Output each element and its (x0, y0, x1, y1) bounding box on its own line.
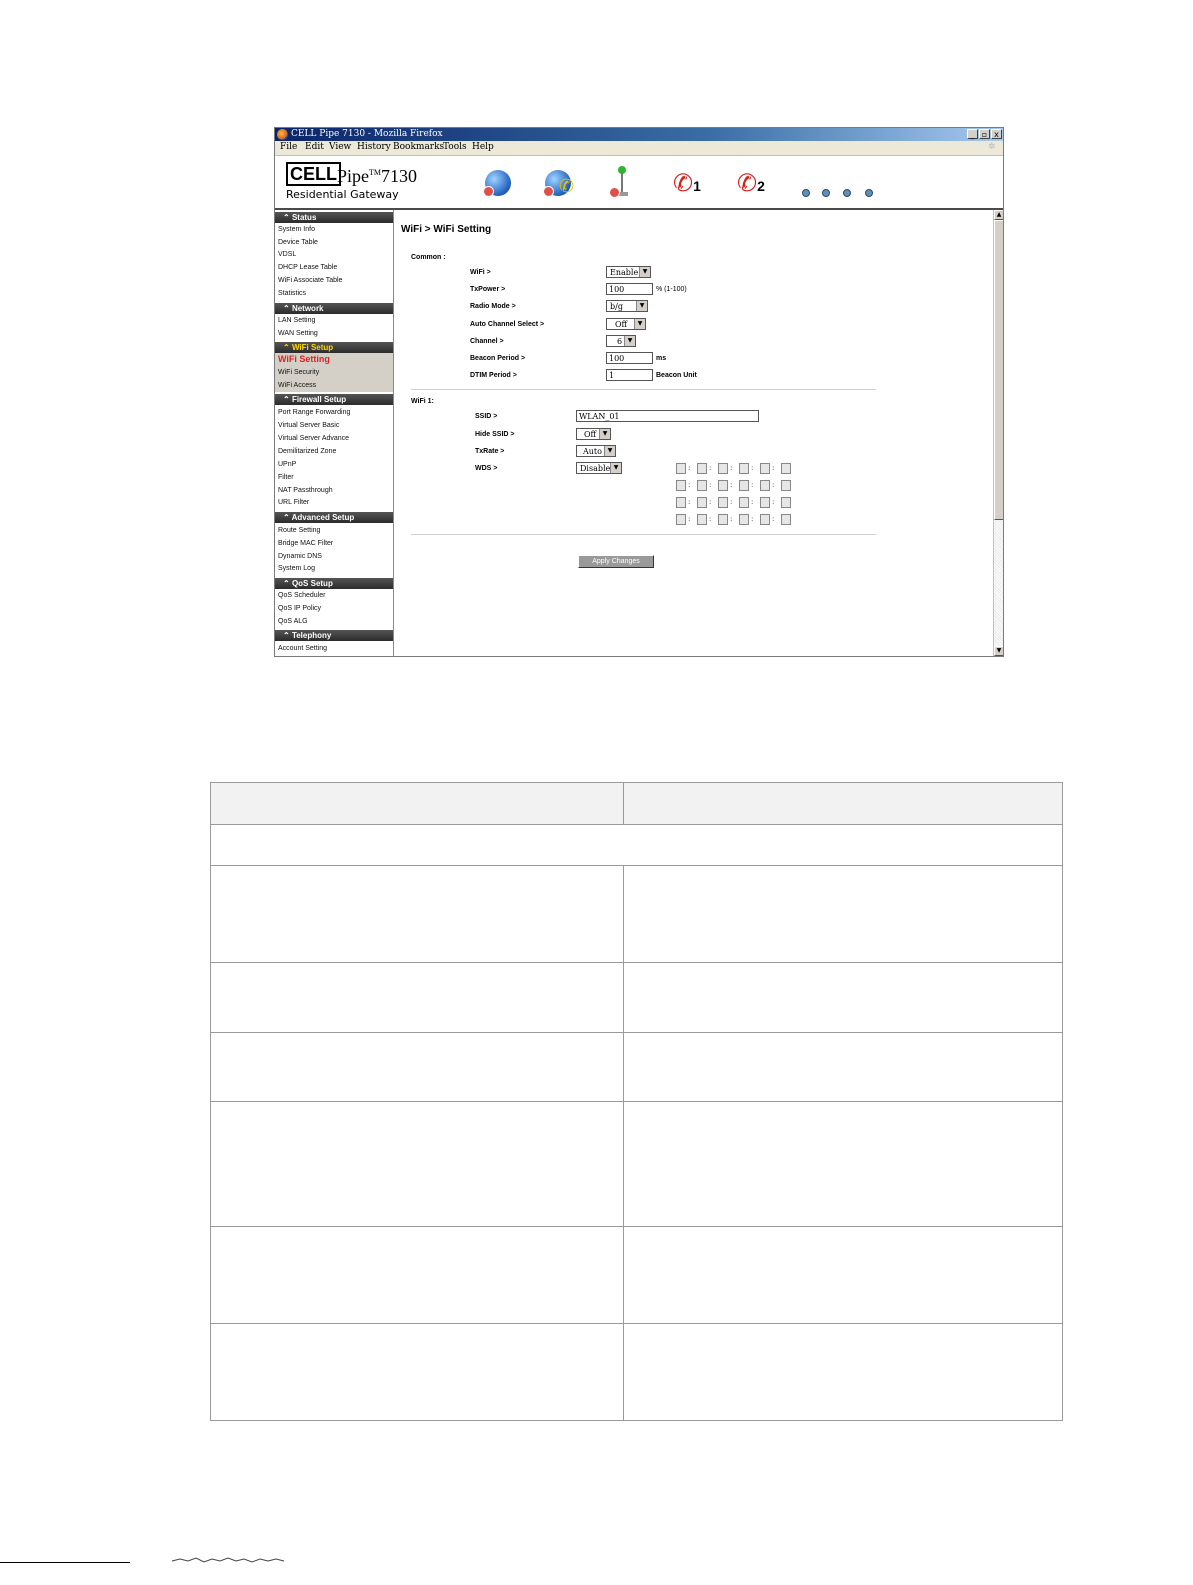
router-header (275, 156, 1003, 210)
status-dot-icon (865, 189, 873, 197)
logo-tm: TM (369, 168, 382, 177)
wds-mac-octet-input[interactable] (676, 463, 686, 474)
wds-mac-octet-input[interactable] (760, 480, 770, 491)
chevron-down-icon: ▼ (624, 336, 635, 346)
ssid-label: SSID > (475, 413, 498, 420)
radio-mode-label: Radio Mode > (470, 303, 516, 310)
mac-separator: : (772, 464, 775, 472)
logo-brand-box: CELL (286, 162, 341, 186)
wds-mac-octet-input[interactable] (739, 514, 749, 525)
sidebar-item-qos-alg[interactable]: QoS ALG (278, 618, 308, 625)
table-header-row (211, 783, 1062, 825)
wds-label: WDS > (475, 465, 498, 472)
table-row (211, 1102, 1062, 1227)
wds-mac-octet-input[interactable] (697, 463, 707, 474)
sidebar-item-wan-setting[interactable]: WAN Setting (278, 330, 318, 337)
vertical-scrollbar[interactable] (993, 210, 1004, 656)
logo-pipe-text: Pipe (337, 166, 370, 186)
section-divider (411, 534, 876, 535)
sidebar-item-ddns[interactable]: Dynamic DNS (278, 553, 322, 560)
wds-mac-octet-input[interactable] (697, 514, 707, 525)
mac-separator: : (730, 481, 733, 489)
wds-mac-octet-input[interactable] (760, 497, 770, 508)
voip-globe-phone-icon[interactable]: ✆ (545, 170, 571, 196)
mac-separator: : (772, 515, 775, 523)
chevron-down-icon: ▼ (634, 319, 645, 329)
sidebar-section-qos[interactable]: ⌃ QoS Setup (275, 578, 393, 589)
sidebar-section-firewall[interactable]: ⌃ Firewall Setup (275, 394, 393, 405)
close-button[interactable]: x (991, 129, 1002, 139)
sidebar-item-port-range[interactable]: Port Range Forwarding (278, 409, 351, 416)
table-row (211, 1033, 1062, 1102)
dtim-period-label: DTIM Period > (470, 372, 517, 379)
phone-line-1-label: 1 (693, 178, 701, 194)
sidebar-item-wifi-associate[interactable]: WiFi Associate Table (278, 277, 343, 284)
wds-mac-octet-input[interactable] (781, 514, 791, 525)
wifi-enable-select[interactable]: Enable ▼ (606, 266, 651, 278)
channel-label: Channel > (470, 338, 504, 345)
scrollbar-thumb[interactable] (994, 220, 1004, 520)
internet-globe-icon[interactable] (485, 170, 511, 196)
sidebar-item-upnp[interactable]: UPnP (278, 461, 297, 468)
footer-rule (0, 1562, 130, 1563)
wds-mac-octet-input[interactable] (760, 463, 770, 474)
chevron-down-icon: ▼ (639, 267, 650, 277)
hide-ssid-select[interactable]: Off ▼ (576, 428, 611, 440)
txpower-unit: % (1-100) (656, 286, 687, 293)
firefox-icon (277, 129, 288, 140)
wds-mac-octet-input[interactable] (718, 497, 728, 508)
wds-mac-octet-input[interactable] (697, 497, 707, 508)
logo-subtitle: Residential Gateway (286, 188, 399, 201)
wds-mac-octet-input[interactable] (760, 514, 770, 525)
mac-separator: : (772, 481, 775, 489)
mac-separator: : (751, 515, 754, 523)
description-table (210, 782, 1063, 1421)
wds-mac-octet-input[interactable] (676, 480, 686, 491)
scroll-down-icon[interactable]: ▼ (994, 646, 1004, 656)
mac-separator: : (709, 481, 712, 489)
phone-line-2-label: 2 (757, 178, 765, 194)
sidebar-item-system-log[interactable]: System Log (278, 565, 315, 572)
footer-mark (170, 1557, 290, 1563)
beacon-period-label: Beacon Period > (470, 355, 526, 362)
sidebar-item-filter[interactable]: Filter (278, 474, 294, 481)
sidebar-item-system-info[interactable]: System Info (278, 226, 315, 233)
wds-mac-octet-input[interactable] (718, 480, 728, 491)
wifi-enable-label: WiFi > (470, 269, 491, 276)
status-dot-icon (822, 189, 830, 197)
beacon-unit: ms (656, 355, 667, 362)
wifi1-section-label: WiFi 1: (411, 398, 434, 405)
menu-view[interactable]: View (329, 142, 352, 152)
mac-separator: : (730, 515, 733, 523)
status-dot-icon (802, 189, 810, 197)
txrate-label: TxRate > (475, 448, 505, 455)
sidebar-item-wifi-access[interactable]: WiFi Access (278, 382, 317, 389)
sidebar-item-qos-scheduler[interactable]: QoS Scheduler (278, 592, 326, 599)
menu-help[interactable]: Help (472, 142, 494, 152)
mac-separator: : (772, 498, 775, 506)
browser-window (274, 127, 1004, 657)
wds-mac-octet-input[interactable] (739, 497, 749, 508)
beacon-period-input[interactable]: 100 (606, 352, 653, 364)
wds-mac-octet-input[interactable] (676, 514, 686, 525)
sidebar-nav (275, 210, 394, 656)
table-row (211, 1227, 1062, 1324)
hide-ssid-label: Hide SSID > (475, 431, 515, 438)
wds-mac-octet-input[interactable] (781, 480, 791, 491)
mac-separator: : (751, 464, 754, 472)
dtim-unit: Beacon Unit (656, 372, 697, 379)
menu-edit[interactable]: Edit (305, 142, 324, 152)
channel-select[interactable]: 6 ▼ (606, 335, 636, 347)
common-section-label: Common : (411, 254, 446, 261)
mac-separator: : (709, 464, 712, 472)
sidebar-item-url-filter[interactable]: URL Filter (278, 499, 310, 506)
chevron-down-icon: ▼ (610, 463, 621, 473)
mac-separator: : (730, 464, 733, 472)
wds-mac-octet-input[interactable] (718, 514, 728, 525)
wds-mac-octet-input[interactable] (739, 480, 749, 491)
sidebar-section-network[interactable]: ⌃ Network (275, 303, 393, 314)
sidebar-item-vdsl[interactable]: VDSL (278, 251, 297, 258)
sidebar-item-nat-passthrough[interactable]: NAT Passthrough (278, 487, 333, 494)
table-section-row (211, 825, 1062, 866)
section-divider (411, 389, 876, 390)
wds-mac-octet-input[interactable] (697, 480, 707, 491)
radio-mode-select[interactable]: b/g ▼ (606, 300, 648, 312)
status-dot-icon (843, 189, 851, 197)
sidebar-section-advanced[interactable]: ⌃ Advanced Setup (275, 512, 393, 523)
mac-separator: : (709, 515, 712, 523)
wifi-antenna-icon[interactable] (612, 166, 630, 198)
table-divider (623, 783, 624, 825)
menu-file[interactable]: File (280, 142, 298, 152)
sidebar-item-bridge-mac[interactable]: Bridge MAC Filter (278, 540, 334, 547)
dtim-period-input[interactable]: 1 (606, 369, 653, 381)
wds-mac-octet-input[interactable] (781, 497, 791, 508)
window-title: CELL Pipe 7130 - Mozilla Firefox (291, 129, 443, 139)
main-content (394, 210, 992, 656)
table-divider (623, 866, 624, 1420)
table-row (211, 963, 1062, 1033)
mac-separator: : (709, 498, 712, 506)
mac-separator: : (688, 464, 691, 472)
page-title: WiFi > WiFi Setting (401, 224, 492, 235)
restore-button[interactable]: ▫ (979, 129, 990, 139)
txpower-input[interactable]: 100 (606, 283, 653, 295)
mac-separator: : (730, 498, 733, 506)
chevron-down-icon: ▼ (604, 446, 615, 456)
logo-brand-rest (337, 162, 417, 187)
logo-model: 7130 (381, 166, 418, 186)
mac-separator: : (751, 481, 754, 489)
sidebar-item-lan-setting[interactable]: LAN Setting (278, 317, 316, 324)
wds-mac-octet-input[interactable] (739, 463, 749, 474)
sidebar-item-virtual-basic[interactable]: Virtual Server Basic (278, 422, 340, 429)
sidebar-item-dhcp-lease[interactable]: DHCP Lease Table (278, 264, 338, 271)
wds-mac-octet-input[interactable] (718, 463, 728, 474)
sidebar-item-wifi-security[interactable]: WiFi Security (278, 369, 320, 376)
wds-mac-octet-input[interactable] (781, 463, 791, 474)
txrate-select[interactable]: Auto ▼ (576, 445, 616, 457)
txpower-label: TxPower > (470, 286, 506, 293)
auto-channel-select[interactable]: Off ▼ (606, 318, 646, 330)
sidebar-section-wifi-setup[interactable]: ⌃ WiFi Setup (275, 342, 393, 353)
minimize-button[interactable]: _ (967, 129, 978, 139)
mac-separator: : (688, 481, 691, 489)
throbber-icon: ✲ (988, 142, 996, 152)
menu-history[interactable]: History (357, 142, 391, 152)
apply-changes-button[interactable]: Apply Changes (578, 555, 654, 568)
sidebar-item-virtual-advance[interactable]: Virtual Server Advance (278, 435, 350, 442)
mac-separator: : (688, 498, 691, 506)
phone-line-2-icon[interactable]: ✆2 (737, 169, 765, 197)
sidebar-item-account-setting[interactable]: Account Setting (278, 645, 328, 652)
sidebar-section-status[interactable]: ⌃ Status (275, 212, 393, 223)
wds-select[interactable]: Disable ▼ (576, 462, 622, 474)
window-titlebar (275, 128, 1003, 141)
mac-separator: : (751, 498, 754, 506)
sidebar-item-device-table[interactable]: Device Table (278, 239, 318, 246)
mac-separator: : (688, 515, 691, 523)
auto-channel-label: Auto Channel Select > (470, 321, 545, 328)
wds-mac-octet-input[interactable] (676, 497, 686, 508)
sidebar-section-telephony[interactable]: ⌃ Telephony (275, 630, 393, 641)
sidebar-item-statistics[interactable]: Statistics (278, 290, 307, 297)
sidebar-item-qos-ip-policy[interactable]: QoS IP Policy (278, 605, 322, 612)
chevron-down-icon: ▼ (599, 429, 610, 439)
sidebar-item-route-setting[interactable]: Route Setting (278, 527, 321, 534)
scroll-up-icon[interactable]: ▲ (994, 210, 1004, 220)
table-row (211, 1324, 1062, 1420)
chevron-down-icon: ▼ (636, 301, 647, 311)
sidebar-item-dmz[interactable]: Demilitarized Zone (278, 448, 337, 455)
menu-tools[interactable]: Tools (443, 142, 467, 152)
table-row (211, 866, 1062, 963)
phone-line-1-icon[interactable]: ✆1 (673, 169, 701, 197)
sidebar-item-wifi-setting[interactable]: WiFi Setting (278, 354, 330, 364)
menu-bookmarks[interactable]: Bookmarks (393, 142, 445, 152)
ssid-input[interactable]: WLAN_01 (576, 410, 759, 422)
menu-bar (275, 141, 1003, 156)
